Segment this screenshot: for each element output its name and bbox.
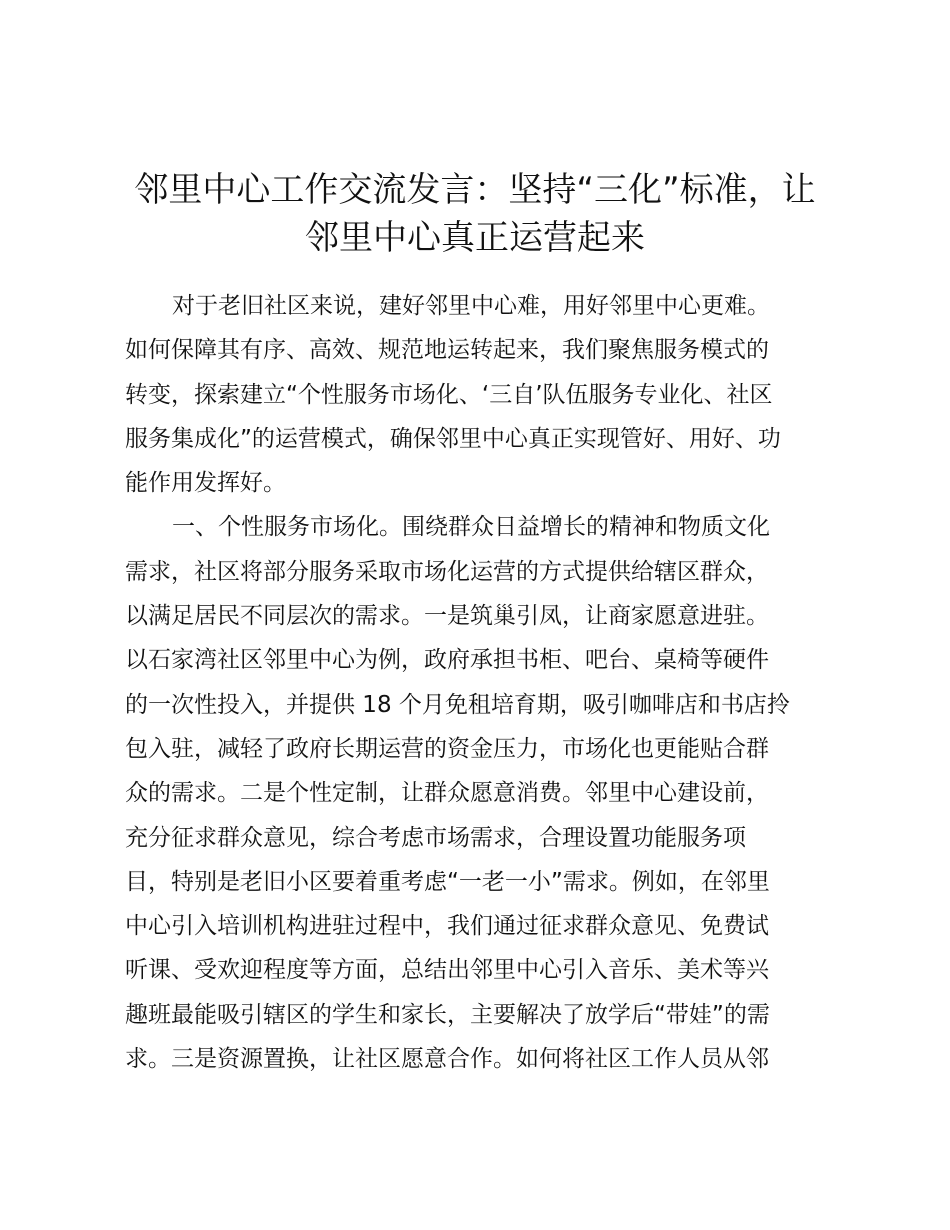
text-line: 一、个性服务市场化。围绕群众日益增长的精神和物质文化	[172, 514, 770, 541]
title-line-1: 邻里中心工作交流发言：坚持“三化”标准，让	[134, 170, 816, 210]
text-line: 的一次性投入，并提供 18 个月免租培育期，吸引咖啡店和书店拎	[125, 691, 790, 718]
text-line: 听课、受欢迎程度等方面，总结出邻里中心引入音乐、美术等兴	[125, 957, 769, 984]
text-line: 以满足居民不同层次的需求。一是筑巢引凤，让商家愿意进驻。	[125, 603, 769, 630]
text-line: 众的需求。二是个性定制，让群众愿意消费。邻里中心建设前，	[125, 780, 769, 807]
text-line: 转变，探索建立“个性服务市场化、‘三自’队伍服务专业化、社区	[125, 381, 773, 408]
text-line: 以石家湾社区邻里中心为例，政府承担书柜、吧台、桌椅等硬件	[125, 647, 769, 674]
document-title	[100, 166, 850, 262]
text-line: 对于老旧社区来说，建好邻里中心难，用好邻里中心更难。	[172, 293, 770, 319]
text-line: 充分征求群众意见，综合考虑市场需求，合理设置功能服务项	[125, 824, 746, 851]
title-line-2: 邻里中心真正运营起来	[305, 218, 645, 258]
text-line: 目，特别是老旧小区要着重考虑“一老一小”需求。例如，在邻里	[125, 868, 770, 895]
text-line: 需求，社区将部分服务采取市场化运营的方式提供给辖区群众，	[125, 558, 769, 585]
text-line: 能作用发挥好。	[125, 470, 286, 497]
text-line: 趣班最能吸引辖区的学生和家长，主要解决了放学后“带娃”的需	[125, 1001, 770, 1028]
paragraph-section-1	[125, 505, 837, 1081]
text-line: 如何保障其有序、高效、规范地运转起来，我们聚焦服务模式的	[125, 337, 769, 364]
document-body	[125, 284, 837, 1081]
text-line: 中心引入培训机构进驻过程中，我们通过征求群众意见、免费试	[125, 913, 769, 940]
text-line: 包入驻，减轻了政府长期运营的资金压力，市场化也更能贴合群	[125, 735, 769, 762]
text-line: 求。三是资源置换，让社区愿意合作。如何将社区工作人员从邻	[125, 1046, 769, 1073]
paragraph-intro	[125, 284, 837, 505]
text-line: 服务集成化”的运营模式，确保邻里中心真正实现管好、用好、功	[125, 425, 781, 452]
